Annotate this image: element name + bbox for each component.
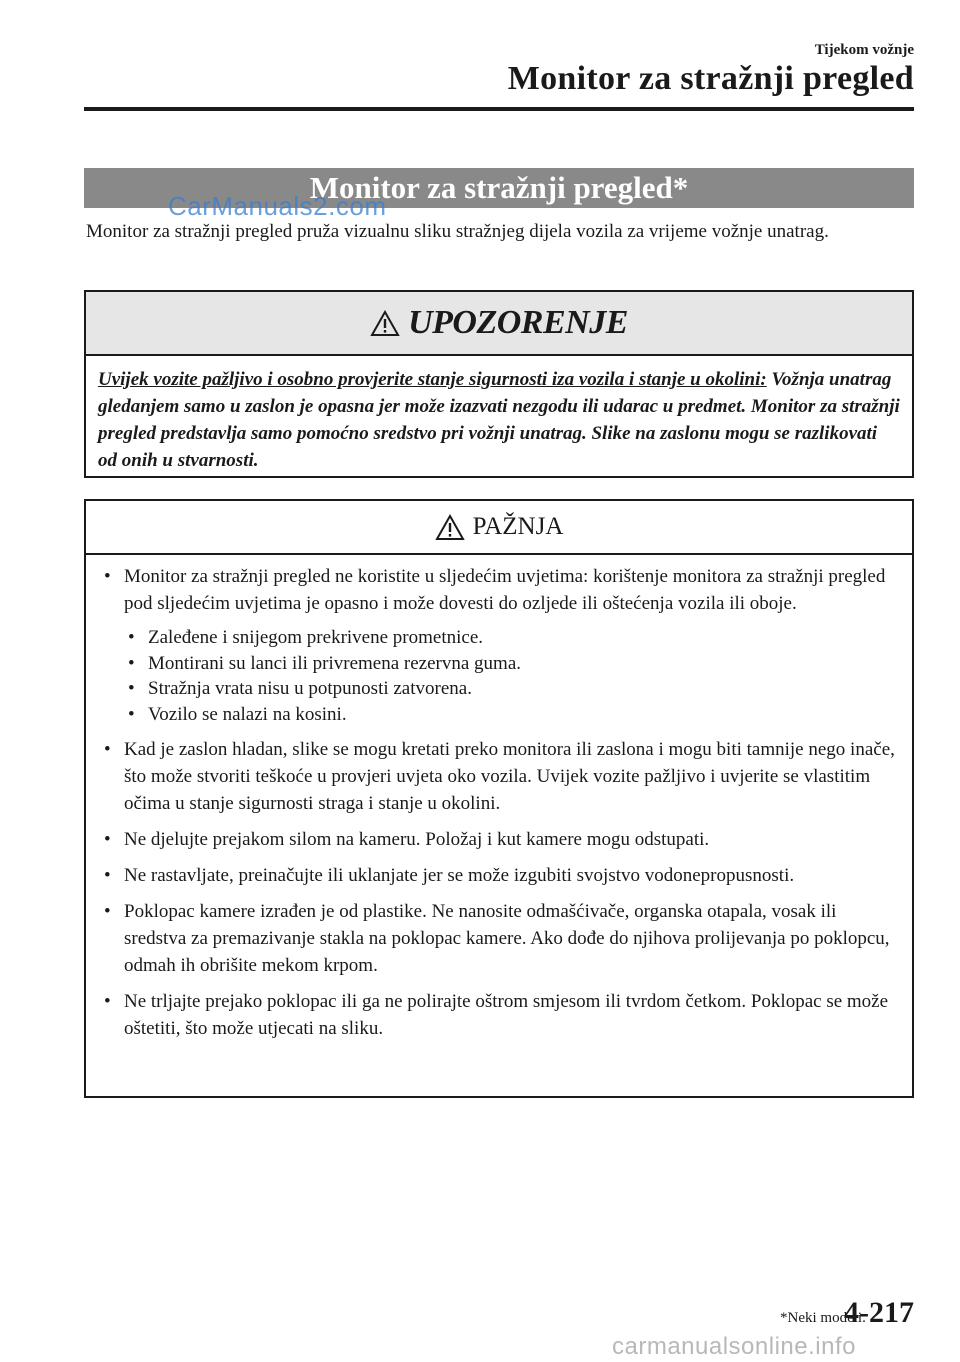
bullet-icon: • bbox=[128, 652, 135, 674]
caution-item-text: Poklopac kamere izrađen je od plastike. Ne nanosite odmašćivače, organska otapala, vosak ili sredstva za premazivanje stakla na poklopac kamere. Ako dođe do njihova prolijevanja po poklopcu, odmah ih obrišite mekom krpom. bbox=[124, 901, 890, 976]
warning-box bbox=[84, 290, 914, 478]
caution-box bbox=[84, 499, 914, 1098]
caution-item bbox=[98, 898, 898, 979]
caution-box-body bbox=[86, 555, 912, 1042]
caution-item-text: Ne trljajte prejako poklopac ili ga ne polirajte oštrom smjesom ili tvrdom četkom. Poklopac se može oštetiti, što može utjecati na sliku. bbox=[124, 991, 889, 1039]
caution-item bbox=[98, 988, 898, 1042]
caution-item-text: Ne rastavljate, preinačujte ili uklanjate jer se može izgubiti svojstvo vodonepropusnosti. bbox=[124, 865, 795, 886]
bullet-icon: • bbox=[104, 566, 111, 587]
caution-sub-item bbox=[98, 625, 898, 651]
header-section-label: Tijekom vožnje bbox=[814, 42, 914, 58]
warning-triangle-icon bbox=[370, 310, 400, 337]
caution-sub-list bbox=[98, 625, 898, 727]
caution-item bbox=[98, 862, 898, 889]
bullet-icon: • bbox=[104, 739, 111, 760]
caution-sub-item-text: Zaleđene i snijegom prekrivene prometnice. bbox=[148, 627, 484, 648]
bullet-icon: • bbox=[128, 678, 135, 699]
warning-triangle-icon bbox=[435, 514, 465, 541]
bullet-icon: • bbox=[104, 901, 111, 922]
warning-title: UPOZORENJE bbox=[408, 304, 628, 341]
intro-paragraph: Monitor za stražnji pregled pruža vizualnu sliku stražnjeg dijela vozila za vrijeme vožnje unatrag. bbox=[86, 221, 829, 242]
caution-item-text: Monitor za stražnji pregled ne koristite u sljedećim uvjetima: korištenje monitora za stražnji pregled pod sljedećim uvjetima je opasno i može dovesti do ozljede ili oštećenja vozila ili oboje. bbox=[124, 566, 886, 614]
warning-text: Vožnja unatrag gledanjem samo u zaslon je opasna jer može izazvati nezgodu ili udarac u predmet. Monitor za stražnji pregled predstavlja samo pomoćno sredstvo pri vožnji unatrag. Slike na zaslonu mogu se razlikovati od onih u stvarnosti. bbox=[98, 369, 900, 471]
caution-item-text: Kad je zaslon hladan, slike se mogu kretati preko monitora ili zaslona i mogu biti tamnije nego inače, što može stvoriti teškoće u provjeri uvjeta oko vozila. Uvijek vozite pažljivo i uvjerite se vlastitim očima u stanje sigurnosti straga i stanje u okolini. bbox=[124, 739, 895, 814]
caution-title: PAŽNJA bbox=[472, 513, 564, 540]
caution-item bbox=[98, 563, 898, 617]
page-number: 4-217 bbox=[844, 1296, 914, 1329]
bullet-icon: • bbox=[104, 829, 111, 850]
warning-box-body bbox=[86, 356, 912, 474]
caution-sub-item bbox=[98, 702, 898, 728]
caution-item bbox=[98, 826, 898, 853]
watermark-top: CarManuals2.com bbox=[168, 191, 387, 221]
caution-item-text: Ne djelujte prejakom silom na kameru. Položaj i kut kamere mogu odstupati. bbox=[124, 829, 710, 850]
caution-sub-item-text: Montirani su lanci ili privremena rezervna guma. bbox=[148, 652, 522, 674]
caution-item bbox=[98, 736, 898, 817]
caution-sub-item-text: Stražnja vrata nisu u potpunosti zatvorena. bbox=[148, 678, 472, 699]
header-page-title: Monitor za stražnji pregled bbox=[507, 60, 914, 97]
warning-lead: Uvijek vozite pažljivo i osobno provjerite stanje sigurnosti iza vozila i stanje u okolini: bbox=[98, 369, 767, 390]
caution-sub-item bbox=[98, 651, 898, 677]
footnote: *Neki modeli. bbox=[780, 1310, 866, 1326]
caution-sub-item bbox=[98, 676, 898, 702]
section-title-banner: Monitor za stražnji pregled* bbox=[84, 168, 914, 208]
caution-box-header bbox=[86, 501, 912, 555]
watermark-bottom: carmanualsonline.info bbox=[612, 1333, 856, 1360]
bullet-icon: • bbox=[128, 627, 135, 648]
caution-sub-item-text: Vozilo se nalazi na kosini. bbox=[148, 703, 347, 725]
bullet-icon: • bbox=[128, 703, 135, 725]
bullet-icon: • bbox=[104, 991, 111, 1012]
header-rule bbox=[84, 107, 914, 111]
warning-box-header bbox=[86, 292, 912, 356]
bullet-icon: • bbox=[104, 865, 111, 886]
